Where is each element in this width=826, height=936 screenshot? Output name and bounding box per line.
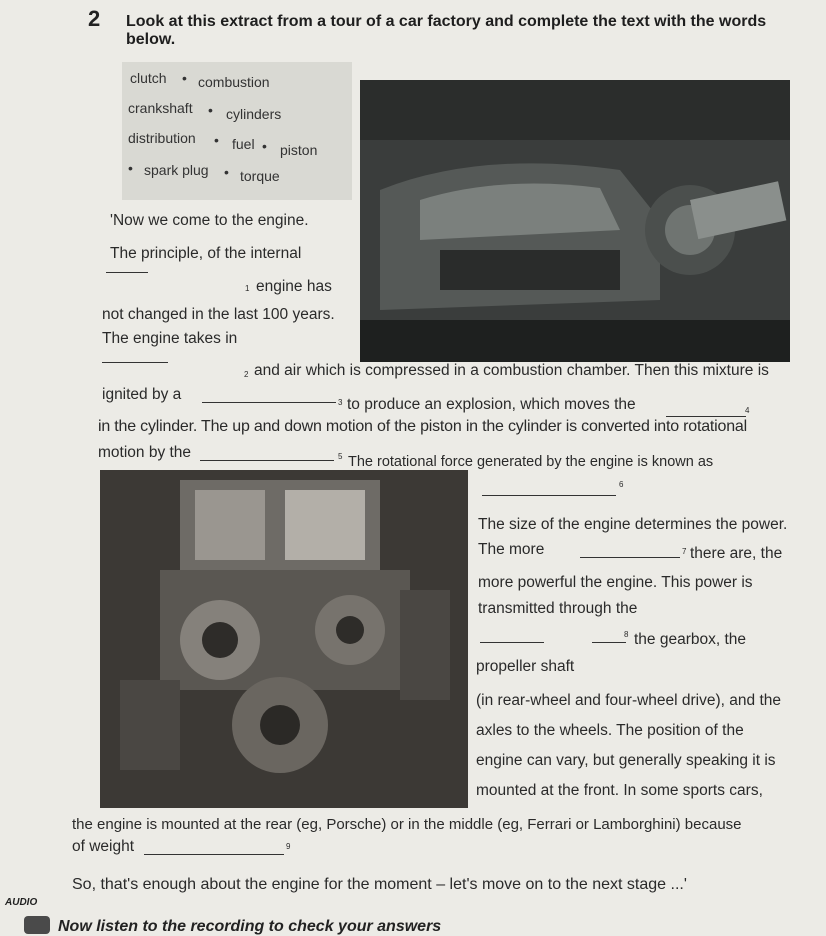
exercise-instruction: Look at this extract from a tour of a car factory and complete the text with the words below. (126, 13, 767, 48)
text-line: So, that's enough about the engine for the moment – let's move on to the next stage ...' (72, 876, 687, 893)
bullet-icon: • (208, 102, 213, 118)
answer-blank[interactable] (202, 402, 336, 403)
text-line: there are, the (690, 545, 783, 562)
text-line: propeller shaft (476, 658, 575, 675)
exercise-number: 2 (88, 6, 101, 31)
car-factory-illustration (360, 80, 790, 362)
gap-number: 6 (619, 480, 624, 489)
word-bank-item: spark plug (144, 162, 209, 178)
answer-blank[interactable] (482, 495, 616, 496)
text-line: of weight (72, 838, 135, 855)
text-line: ignited by a (102, 386, 182, 403)
text-line: motion by the (98, 444, 192, 461)
word-bank-item: combustion (198, 74, 270, 90)
text-line: 'Now we come to the engine. (110, 212, 309, 229)
gap-number: 4 (745, 406, 750, 415)
text-line: axles to the wheels. The position of the (476, 722, 744, 739)
word-bank-item: fuel (232, 136, 255, 152)
gap-number: 9 (286, 842, 291, 851)
bullet-icon: • (128, 160, 133, 176)
engine-photo (100, 470, 468, 808)
text-line: in the cylinder. The up and down motion of the piston in the cylinder is converted into rotational (98, 418, 747, 435)
text-line: mounted at the front. In some sports cars, (476, 782, 763, 799)
word-bank-item: torque (240, 168, 280, 184)
bullet-icon: • (182, 70, 187, 86)
text-line: The size of the engine determines the power. (478, 516, 788, 533)
text-line: The principle, of the internal (110, 245, 302, 262)
text-line: The engine takes in (102, 330, 238, 347)
text-line: The more (478, 541, 545, 558)
text-line: not changed in the last 100 years. (102, 306, 335, 323)
gap-number: 7 (682, 547, 687, 556)
text-line: transmitted through the (478, 600, 638, 617)
answer-blank[interactable] (580, 557, 680, 558)
text-line: the engine is mounted at the rear (eg, Porsche) or in the middle (eg, Ferrari or Lamborghini) because (72, 816, 742, 833)
word-bank-item: crankshaft (128, 100, 193, 116)
bullet-icon: • (224, 164, 229, 180)
bullet-icon: • (262, 138, 267, 154)
word-bank (122, 62, 352, 200)
listen-instruction: Now listen to the recording to check your answers (58, 918, 442, 935)
word-bank-item: piston (280, 142, 318, 158)
gap-number: 3 (338, 398, 343, 407)
answer-blank[interactable] (592, 642, 626, 643)
text-line: and air which is compressed in a combustion chamber. Then this mixture is (254, 362, 769, 379)
word-bank-item: clutch (130, 70, 167, 86)
gap-number: 2 (244, 370, 249, 379)
answer-blank[interactable] (200, 460, 334, 461)
text-line: to produce an explosion, which moves the (347, 396, 636, 413)
gap-number: 1 (245, 284, 250, 293)
bullet-icon: • (214, 132, 219, 148)
text-line: The rotational force generated by the engine is known as (348, 454, 714, 470)
audio-label: AUDIO (5, 897, 38, 908)
answer-blank[interactable] (106, 272, 148, 273)
text-line: engine can vary, but generally speaking it is (476, 752, 776, 769)
audio-track-icon[interactable] (24, 916, 50, 934)
gap-number: 5 (338, 452, 343, 461)
text-line: (in rear-wheel and four-wheel drive), and the (476, 692, 781, 709)
answer-blank[interactable] (102, 362, 168, 363)
answer-blank[interactable] (480, 642, 544, 643)
car-factory-photo (360, 80, 790, 362)
text-line: more powerful the engine. This power is (478, 574, 753, 591)
word-bank-item: cylinders (226, 106, 282, 122)
gap-number: 8 (624, 630, 629, 639)
text-line: engine has (256, 278, 332, 295)
answer-blank[interactable] (666, 416, 746, 417)
word-bank-item: distribution (128, 130, 196, 146)
text-line: the gearbox, the (634, 631, 747, 648)
engine-illustration (100, 470, 468, 808)
answer-blank[interactable] (144, 854, 284, 855)
